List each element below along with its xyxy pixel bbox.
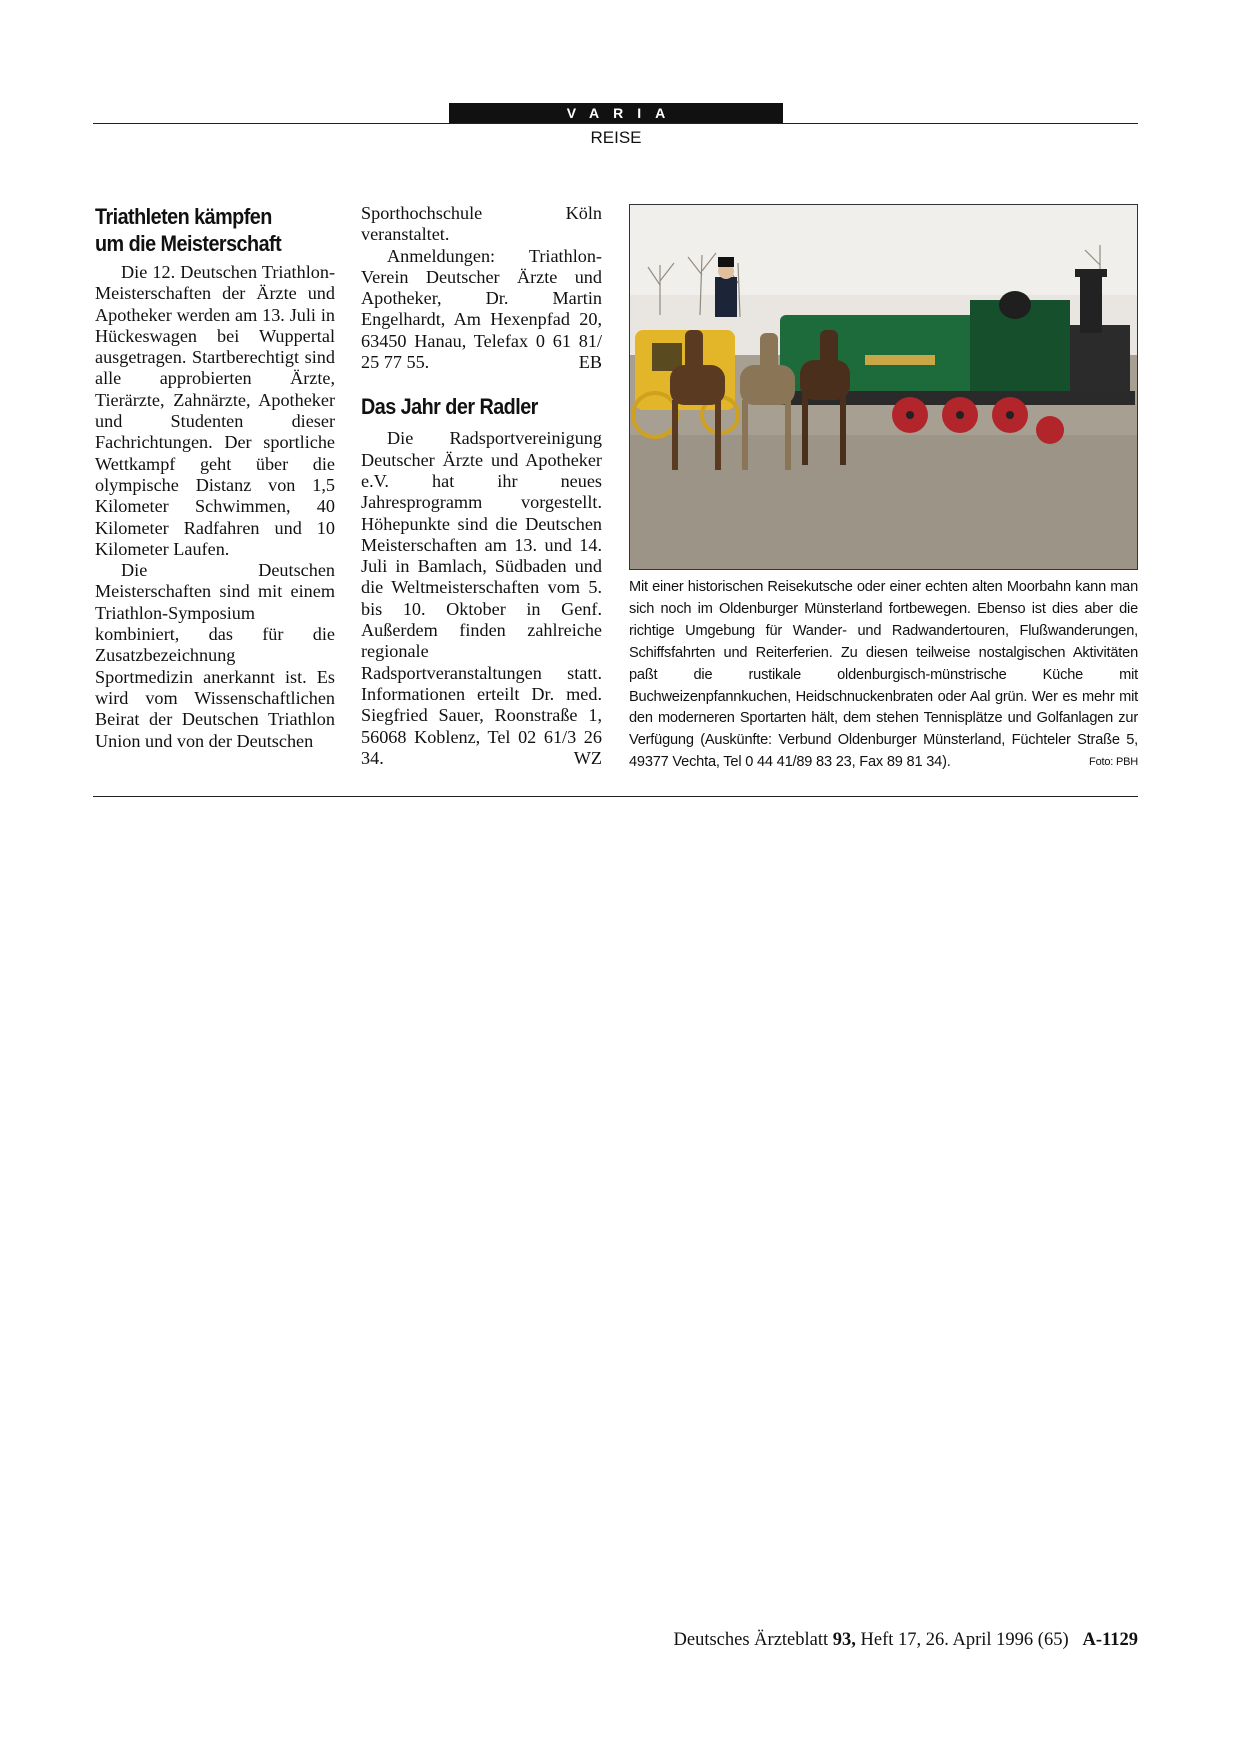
page-number: A-1129 — [1082, 1630, 1138, 1650]
journal-name: Deutsches Ärzteblatt — [673, 1630, 829, 1650]
article-1-paragraph-1: Die 12. Deutschen Triathlon-Meisterschaften der Ärzte und Apotheker werden am 13. Juli in Hückeswagen bei Wuppertal ausgetragen. Startberechtigt sind alle approbierten Ärzte, Tierärzte, Zahnärzte, Apotheker und Studenten dieser Fachrichtungen. Der sportliche Wettkampf geht über die olympische Distanz von 1,5 Kilometer Schwimmen, 40 Kilometer Radfahren und 10 Kilometer Laufen. — [95, 262, 335, 559]
photo-caption — [629, 577, 1138, 774]
subsection-label: REISE — [590, 128, 642, 147]
top-rule — [93, 123, 1138, 124]
article-2-text: Die Radsportvereinigung Deutscher Ärzte und Apotheker e.V. hat ihr neues Jahresprogramm vorgestellt. Höhepunkte sind die Deutschen Meisterschaften am 13. und 14. Juli in Bamlach, Südbaden und die Weltmeisterschaften vom 5. bis 10. Oktober in Genf. Außerdem finden zahlreiche regionale Radsportveranstaltungen statt. Informationen erteilt Dr. med. Siegfried Sauer, Roonstraße 1, 56068 Koblenz, Tel 02 61/3 26 34. — [361, 428, 602, 768]
column-2 — [361, 203, 602, 769]
article-1-contact: Anmeldungen: Triathlon-Verein Deutscher Ärzte und Apotheker, Dr. Martin Engelhardt, Am Hexenpfad 20, 63450 Hanau, Telefax 0 61 81/ 25 77 55. — [361, 245, 602, 373]
journal-issue: Heft 17, 26. April 1996 (65) — [860, 1630, 1069, 1650]
bottom-rule — [93, 796, 1138, 797]
photo-carriage-and-steam-locomotive — [629, 204, 1138, 570]
section-label: VARIA — [449, 103, 783, 123]
journal-volume: 93, — [832, 1630, 856, 1650]
page-footer — [600, 1630, 1138, 1651]
article-1-title-line1: Triathleten kämpfen — [95, 204, 272, 229]
article-1-paragraph-2: Die Deutschen Meisterschaften sind mit einem Triathlon-Symposium kombiniert, das für die Zusatzbezeichnung Sportmedizin anerkannt ist. Es wird vom Wissenschaftlichen Beirat der Deutschen Triathlon Union und von der Deutschen — [95, 560, 335, 751]
article-1-paragraph-3: Sporthochschule Köln veranstaltet. — [361, 203, 602, 245]
column-1 — [95, 203, 335, 752]
article-1-signature: EB — [578, 352, 602, 373]
article-1-paragraph-4 — [361, 246, 602, 374]
photo-credit: Foto: PBH — [1089, 756, 1138, 769]
caption-text: Mit einer historischen Reisekutsche oder einer echten alten Moorbahn kann man sich noch im Oldenburger Münsterland fortbewegen. Ebenso ist dies aber die richtige Umgebung für Wander- und Radwandertouren, Flußwanderungen, Schiffsfahrten und Reiterferien. Zu diesen teilweise nostalgischen Aktivitäten paßt die rustikale oldenburgisch-münstrische Küche mit Buchweizenpfannkuchen, Heidschnuckenbraten oder Aal grün. Wer es mehr mit den moderneren Sportarten hält, dem stehen Tennisplätze und Golfanlagen zur Verfügung (Auskünfte: Verbund Oldenburger Münsterland, Füchteler Straße 5, 49377 Vechta, Tel 0 44 41/89 83 23, Fax 89 81 34). — [629, 579, 1138, 771]
article-2-title: Das Jahr der Radler — [361, 394, 538, 420]
article-1-title — [95, 203, 311, 257]
article-2-signature: WZ — [573, 747, 602, 768]
article-1-title-line2: um die Meisterschaft — [95, 231, 282, 256]
article-2-paragraph-1 — [361, 428, 602, 769]
